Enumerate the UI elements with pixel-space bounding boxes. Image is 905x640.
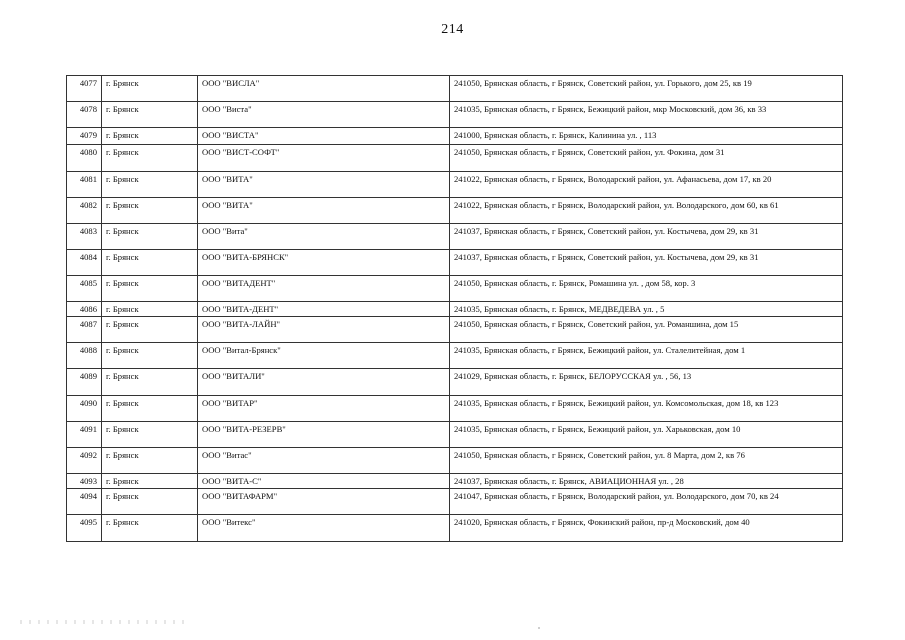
row-city: г. Брянск [102,343,198,369]
row-number: 4082 [67,198,102,224]
row-address: 241029, Брянская область, г. Брянск, БЕЛОРУССКАЯ ул. , 56, 13 [450,369,843,396]
row-company-name: ООО "ВИТА" [198,198,450,224]
row-city: г. Брянск [102,76,198,102]
row-company-name: ООО "ВИТАР" [198,396,450,422]
row-number: 4081 [67,172,102,198]
row-address: 241035, Брянская область, г Брянск, Бежицкий район, ул. Сталелитейная, дом 1 [450,343,843,369]
row-city: г. Брянск [102,276,198,302]
table-row [67,317,843,343]
row-number: 4078 [67,102,102,128]
registry-table-body [67,76,843,542]
table-row [67,448,843,474]
table-row [67,250,843,276]
row-number: 4092 [67,448,102,474]
row-address: 241022, Брянская область, г Брянск, Володарский район, ул. Афанасьева, дом 17, кв 20 [450,172,843,198]
row-company-name: ООО "ВИСТА" [198,128,450,145]
row-company-name: ООО "Витал-Брянск" [198,343,450,369]
row-number: 4089 [67,369,102,396]
row-company-name: ООО "ВИТАДЕНТ" [198,276,450,302]
table-row [67,422,843,448]
row-address: 241050, Брянская область, г. Брянск, Ромашина ул. , дом 58, кор. 3 [450,276,843,302]
row-city: г. Брянск [102,474,198,489]
row-address: 241037, Брянская область, г Брянск, Советский район, ул. Костычева, дом 29, кв 31 [450,224,843,250]
table-row [67,276,843,302]
row-city: г. Брянск [102,302,198,317]
row-company-name: ООО "ВИТА-РЕЗЕРВ" [198,422,450,448]
row-company-name: ООО "Витас" [198,448,450,474]
row-city: г. Брянск [102,317,198,343]
table-row [67,172,843,198]
table-row [67,76,843,102]
table-row [67,102,843,128]
table-row [67,515,843,542]
row-address: 241000, Брянская область, г. Брянск, Калинина ул. , 113 [450,128,843,145]
row-company-name: ООО "ВИТА-БРЯНСК" [198,250,450,276]
row-company-name: ООО "ВИТА-ЛАЙН" [198,317,450,343]
table-row [67,198,843,224]
row-address: 241050, Брянская область, г Брянск, Советский район, ул. Фокина, дом 31 [450,145,843,172]
row-city: г. Брянск [102,396,198,422]
row-address: 241022, Брянская область, г Брянск, Володарский район, ул. Володарского, дом 60, кв 61 [450,198,843,224]
table-row [67,145,843,172]
table-row [67,128,843,145]
row-city: г. Брянск [102,172,198,198]
row-number: 4090 [67,396,102,422]
row-address: 241035, Брянская область, г Брянск, Бежицкий район, ул. Комсомольская, дом 18, кв 123 [450,396,843,422]
table-row [67,489,843,515]
row-address: 241050, Брянская область, г Брянск, Советский район, ул. Романшина, дом 15 [450,317,843,343]
row-city: г. Брянск [102,102,198,128]
row-number: 4085 [67,276,102,302]
row-address: 241037, Брянская область, г. Брянск, АВИАЦИОННАЯ ул. , 28 [450,474,843,489]
row-number: 4080 [67,145,102,172]
registry-table [66,75,843,542]
row-company-name: ООО "Вита" [198,224,450,250]
row-number: 4093 [67,474,102,489]
row-address: 241035, Брянская область, г. Брянск, МЕДВЕДЕВА ул. , 5 [450,302,843,317]
row-company-name: ООО "ВИСТ-СОФТ" [198,145,450,172]
row-address: 241047, Брянская область, г Брянск, Володарский район, ул. Володарского, дом 70, кв 24 [450,489,843,515]
row-address: 241035, Брянская область, г Брянск, Бежицкий район, мкр Московский, дом 36, кв 33 [450,102,843,128]
row-city: г. Брянск [102,250,198,276]
row-company-name: ООО "ВИСЛА" [198,76,450,102]
row-address: 241035, Брянская область, г Брянск, Бежицкий район, ул. Харьковская, дом 10 [450,422,843,448]
row-city: г. Брянск [102,448,198,474]
row-address: 241050, Брянская область, г Брянск, Советский район, ул. 8 Марта, дом 2, кв 76 [450,448,843,474]
row-company-name: ООО "ВИТА" [198,172,450,198]
row-city: г. Брянск [102,128,198,145]
scan-noise [20,620,190,624]
row-number: 4084 [67,250,102,276]
table-row [67,369,843,396]
row-city: г. Брянск [102,515,198,542]
page-number: 214 [441,22,464,37]
row-company-name: ООО "Витекс" [198,515,450,542]
table-row [67,474,843,489]
row-number: 4094 [67,489,102,515]
row-city: г. Брянск [102,369,198,396]
row-city: г. Брянск [102,145,198,172]
row-company-name: ООО "Виста" [198,102,450,128]
row-number: 4091 [67,422,102,448]
table-row [67,396,843,422]
row-number: 4095 [67,515,102,542]
row-number: 4077 [67,76,102,102]
row-number: 4088 [67,343,102,369]
row-number: 4086 [67,302,102,317]
scan-noise-dot [538,627,540,629]
row-city: г. Брянск [102,224,198,250]
row-number: 4083 [67,224,102,250]
table-row [67,224,843,250]
row-number: 4079 [67,128,102,145]
row-address: 241037, Брянская область, г Брянск, Советский район, ул. Костычева, дом 29, кв 31 [450,250,843,276]
row-company-name: ООО "ВИТАЛИ" [198,369,450,396]
table-row [67,343,843,369]
row-company-name: ООО "ВИТАФАРМ" [198,489,450,515]
row-number: 4087 [67,317,102,343]
row-city: г. Брянск [102,489,198,515]
row-company-name: ООО "ВИТА-ДЕНТ" [198,302,450,317]
row-city: г. Брянск [102,422,198,448]
row-city: г. Брянск [102,198,198,224]
table-row [67,302,843,317]
row-address: 241050, Брянская область, г Брянск, Советский район, ул. Горького, дом 25, кв 19 [450,76,843,102]
row-address: 241020, Брянская область, г Брянск, Фокинский район, пр-д Московский, дом 40 [450,515,843,542]
row-company-name: ООО "ВИТА-С" [198,474,450,489]
